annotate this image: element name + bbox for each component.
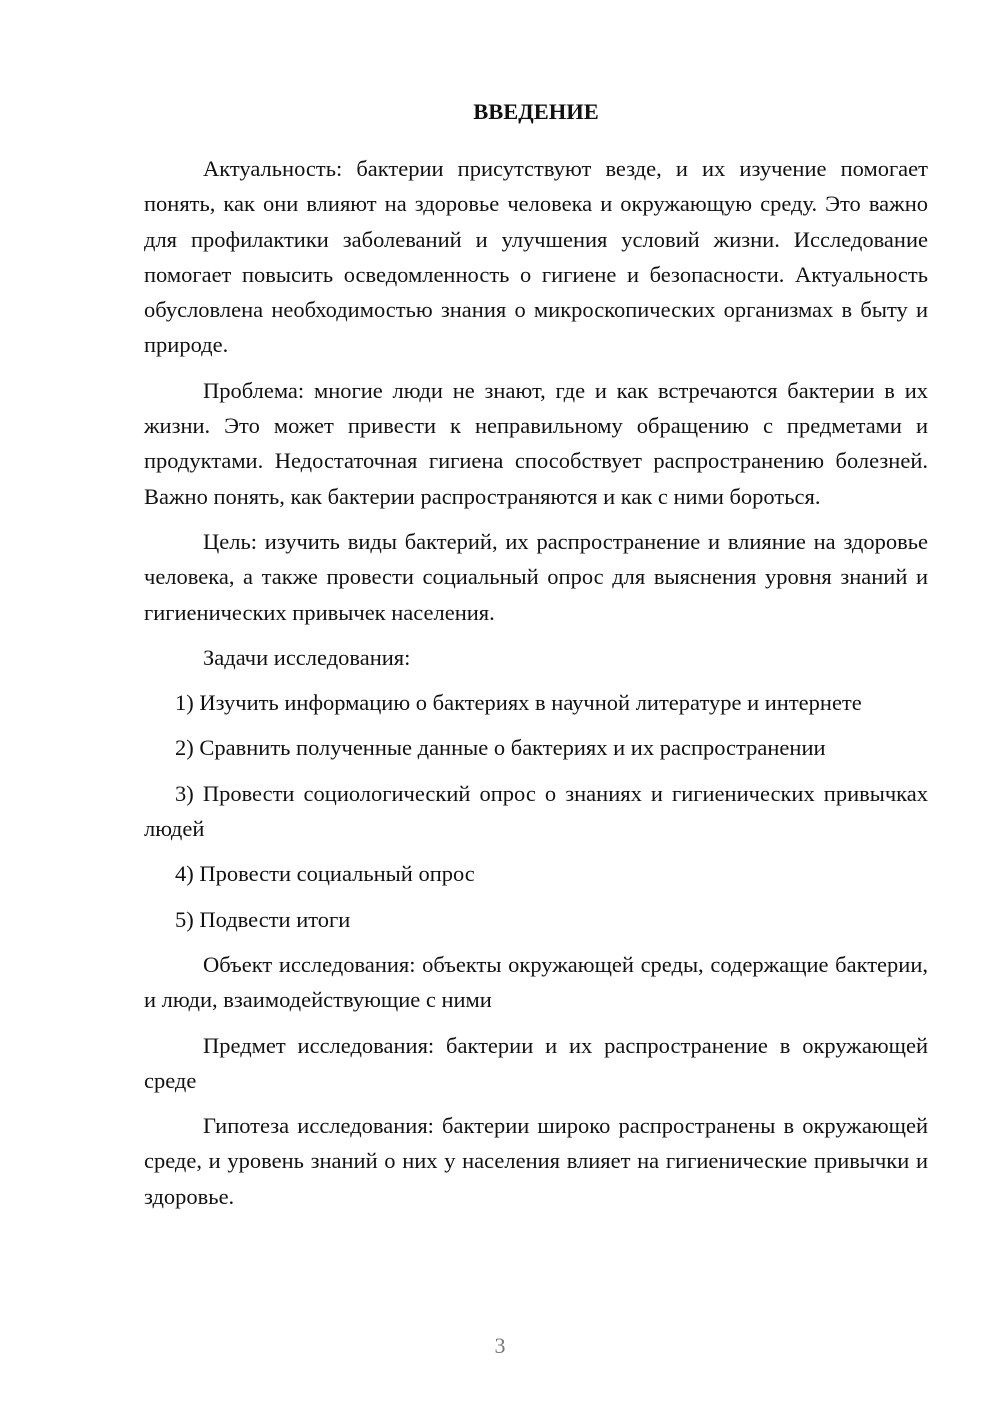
task-item-3: 3) Провести социологический опрос о знаниях и гигиенических привычках людей [144, 780, 928, 842]
task-item-5: 5) Подвести итоги [175, 906, 351, 932]
task-item-1: 1) Изучить информацию о бактериях в научной литературе и интернете [175, 690, 862, 716]
page-number: 3 [494, 1333, 506, 1358]
goal-paragraph: Цель: изучить виды бактерий, их распространение и влияние на здоровье человека, а также провести социальный опрос для выяснения уровня знаний и гигиенических привычек населения. [144, 528, 928, 625]
task-item-2: 2) Сравнить полученные данные о бактериях и их распространении [175, 735, 826, 761]
subject-paragraph: Предмет исследования: бактерии и их распространение в окружающей среде [144, 1032, 928, 1093]
hypothesis-paragraph: Гипотеза исследования: бактерии широко распространены в окружающей среде, и уровень знаний о них у населения влияет на гигиенические привычки и здоровье. [144, 1113, 928, 1209]
document-page [144, 92, 928, 1224]
task-item-4: 4) Провести социальный опрос [175, 861, 475, 887]
section-title: ВВЕДЕНИЕ [473, 99, 599, 124]
object-paragraph: Объект исследования: объекты окружающей среды, содержащие бактерии, и люди, взаимодействующие с ними [144, 951, 928, 1013]
tasks-heading: Задачи исследования: [203, 644, 411, 670]
relevance-paragraph: Актуальность: бактерии присутствуют везде, и их изучение помогает понять, как они влияют на здоровье человека и окружающую среду. Это важно для профилактики заболеваний и улучшения условий жизни. Исследование помогает повысить осведомленность о гигиене и безопасности. Актуальность обусловлена необходимостью знания о микроскопических организмах в быту и природе. [144, 156, 928, 358]
problem-paragraph: Проблема: многие люди не знают, где и как встречаются бактерии в их жизни. Это может привести к неправильному обращению с предметами и продуктами. Недостаточная гигиена способствует распространению болезней. Важно понять, как бактерии распространяются и как с ними бороться. [144, 377, 928, 509]
